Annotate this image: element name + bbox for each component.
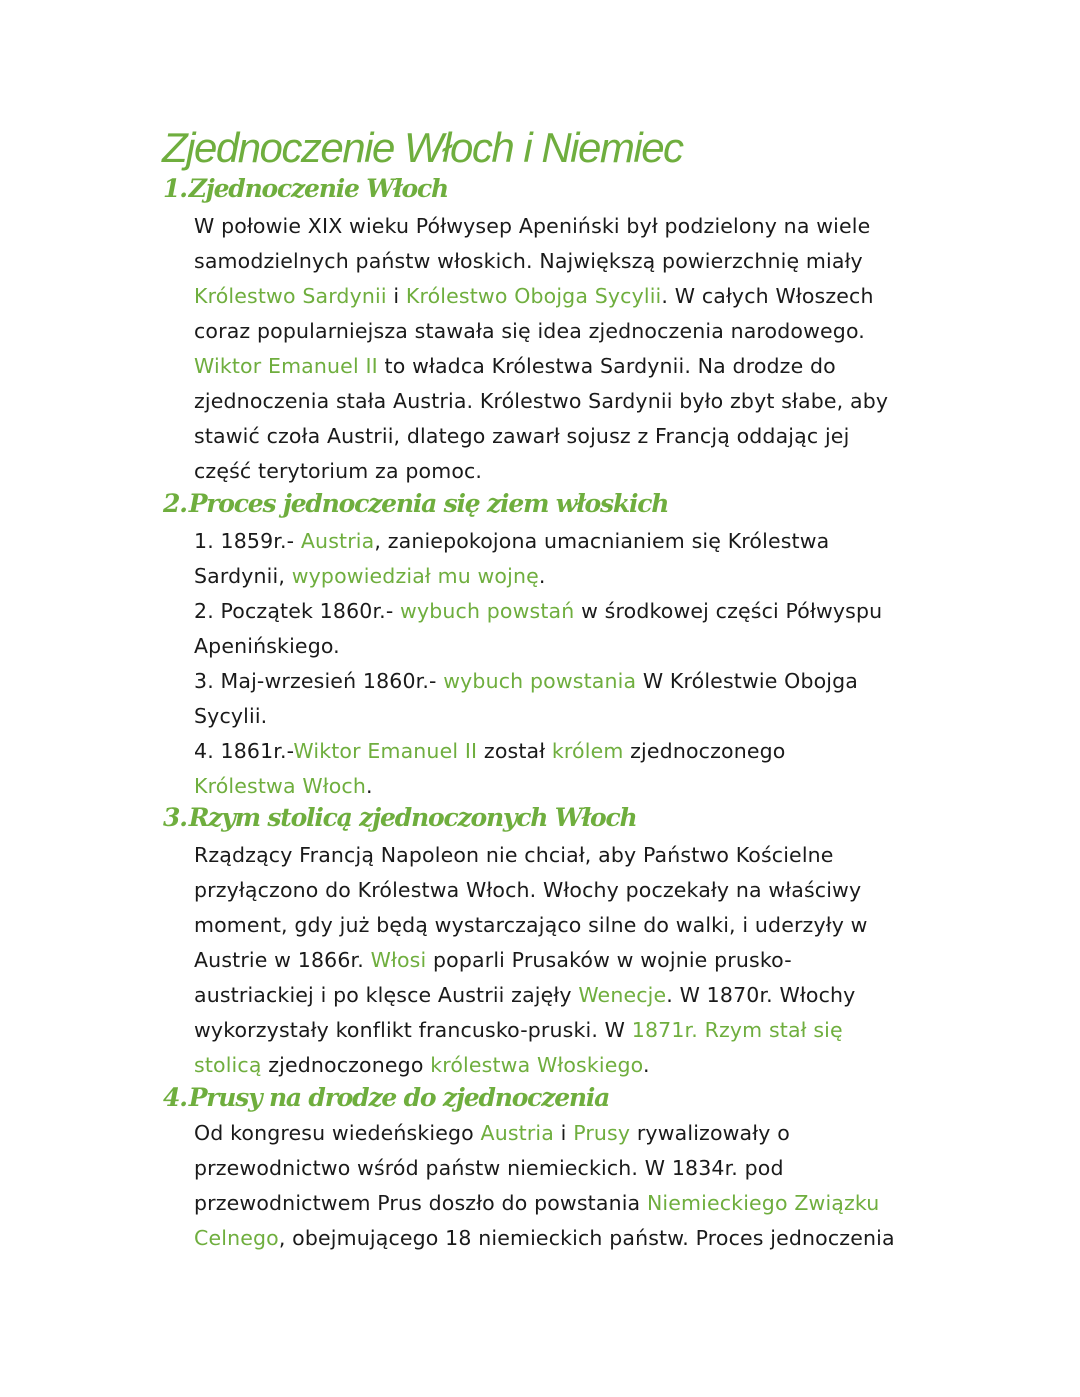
text-line (194, 244, 924, 279)
highlighted-term: Prusy (573, 1121, 631, 1145)
text-run: część terytorium za pomoc. (194, 459, 483, 483)
text-run: stawić czoła Austrii, dlatego zawarł sojusz z Francją oddając jej (194, 424, 850, 448)
highlighted-term: królestwa Włoskiego (430, 1053, 643, 1077)
section-body (194, 1116, 924, 1256)
text-line (194, 629, 924, 664)
highlighted-term: Austria (300, 529, 375, 553)
text-run: został (477, 739, 552, 763)
text-run: przewodnictwem Prus doszło do powstania (194, 1191, 647, 1215)
section-heading-text: Rzym stolicą zjednoczonych Włoch (188, 803, 637, 832)
text-run: austriackiej i po klęsce Austrii zajęły (194, 983, 579, 1007)
text-run: , zaniepokojona umacnianiem się Królestwa (374, 529, 830, 553)
text-line (194, 314, 924, 349)
text-line (194, 1116, 924, 1151)
text-line (194, 419, 924, 454)
text-line (194, 1151, 924, 1186)
section-heading-text: Prusy na drodze do zjednoczenia (188, 1083, 610, 1112)
text-line (194, 454, 924, 489)
text-run: poparli Prusaków w wojnie prusko- (426, 948, 792, 972)
highlighted-term: wybuch powstania (443, 669, 637, 693)
highlighted-term: królem (551, 739, 624, 763)
section-number: 3. (163, 803, 187, 832)
text-run: zjednoczonego (623, 739, 786, 763)
text-line (194, 734, 924, 769)
text-run: moment, gdy już będą wystarczająco silne do walki, i uderzyły w (194, 913, 868, 937)
text-run: to władca Królestwa Sardynii. Na drodze do (377, 354, 836, 378)
text-line (194, 1048, 924, 1083)
text-run: samodzielnych państw włoskich. Największą powierzchnię miały (194, 249, 863, 273)
text-run: 4. 1861r.- (194, 739, 294, 763)
highlighted-term: wybuch powstań (400, 599, 575, 623)
text-run: . (643, 1053, 650, 1077)
text-run: . W 1870r. Włochy (666, 983, 856, 1007)
highlighted-term: wypowiedział mu wojnę (291, 564, 539, 588)
text-run: przewodnictwo wśród państw niemieckich. W 1834r. pod (194, 1156, 784, 1180)
section-heading (163, 173, 448, 205)
section-heading (163, 1082, 609, 1114)
highlighted-term: Wiktor Emanuel II (293, 739, 478, 763)
section-body (194, 838, 924, 1083)
section-heading (163, 488, 668, 520)
text-run: przyłączono do Królestwa Włoch. Włochy poczekały na właściwy (194, 878, 862, 902)
highlighted-term: Królestwo Obojga Sycylii (405, 284, 662, 308)
text-run: , obejmującego 18 niemieckich państw. Proces jednoczenia (278, 1226, 895, 1250)
text-run: zjednoczenia stała Austria. Królestwo Sardynii było zbyt słabe, aby (194, 389, 889, 413)
text-line (194, 908, 924, 943)
text-run: W połowie XIX wieku Półwysep Apeniński był podzielony na wiele (194, 214, 871, 238)
text-line (194, 209, 924, 244)
text-run: 2. Początek 1860r.- (194, 599, 401, 623)
text-run: . (538, 564, 546, 588)
document-title: Zjednoczenie Włoch i Niemiec (162, 124, 683, 171)
text-line (194, 349, 924, 384)
highlighted-term: Wenecje (578, 983, 667, 1007)
section-number: 2. (163, 489, 187, 518)
text-run: 3. Maj-wrzesień 1860r.- (194, 669, 444, 693)
section-body (194, 209, 924, 489)
text-run: rywalizowały o (630, 1121, 790, 1145)
text-run: Od kongresu wiedeńskiego (194, 1121, 481, 1145)
text-line (194, 943, 924, 978)
text-run: wykorzystały konflikt francusko-pruski. W (194, 1018, 632, 1042)
section-body (194, 524, 924, 804)
text-line (194, 699, 924, 734)
text-run: i (386, 284, 406, 308)
text-line (194, 279, 924, 314)
text-run: Apenińskiego. (194, 634, 340, 658)
highlighted-term: Celnego (194, 1226, 279, 1250)
text-line (194, 978, 924, 1013)
section-number: 1. (163, 174, 187, 203)
highlighted-term: 1871r. Rzym stał się (631, 1018, 843, 1042)
highlighted-term: Królestwo Sardynii (194, 284, 387, 308)
text-line (194, 524, 924, 559)
section-heading-text: Zjednoczenie Włoch (188, 174, 449, 203)
highlighted-term: stolicą (194, 1053, 262, 1077)
text-line (194, 594, 924, 629)
text-line (194, 873, 924, 908)
text-line (194, 1221, 924, 1256)
text-line (194, 664, 924, 699)
section-number: 4. (163, 1083, 187, 1112)
text-line (194, 559, 924, 594)
text-line (194, 1186, 924, 1221)
text-run: Sycylii. (194, 704, 268, 728)
highlighted-term: Królestwa Włoch (194, 774, 366, 798)
text-run: . W całych Włoszech (661, 284, 874, 308)
text-run: w środkowej części Półwyspu (574, 599, 883, 623)
text-line (194, 769, 924, 804)
section-heading (163, 802, 637, 834)
text-run: Rządzący Francją Napoleon nie chciał, aby Państwo Kościelne (194, 843, 834, 867)
text-run: Sardynii, (194, 564, 292, 588)
highlighted-term: Wiktor Emanuel II (194, 354, 378, 378)
text-line (194, 838, 924, 873)
highlighted-term: Austria (480, 1121, 554, 1145)
highlighted-term: Włosi (370, 948, 427, 972)
section-heading-text: Proces jednoczenia się ziem włoskich (188, 489, 669, 518)
text-line (194, 1013, 924, 1048)
text-run: coraz popularniejsza stawała się idea zjednoczenia narodowego. (194, 319, 865, 343)
text-run: . (366, 774, 373, 798)
text-run: zjednoczonego (261, 1053, 431, 1077)
text-run: W Królestwie Obojga (636, 669, 859, 693)
highlighted-term: Niemieckiego Związku (646, 1191, 880, 1215)
text-run: i (554, 1121, 574, 1145)
text-run: Austrie w 1866r. (194, 948, 371, 972)
text-run: 1. 1859r.- (194, 529, 301, 553)
text-line (194, 384, 924, 419)
